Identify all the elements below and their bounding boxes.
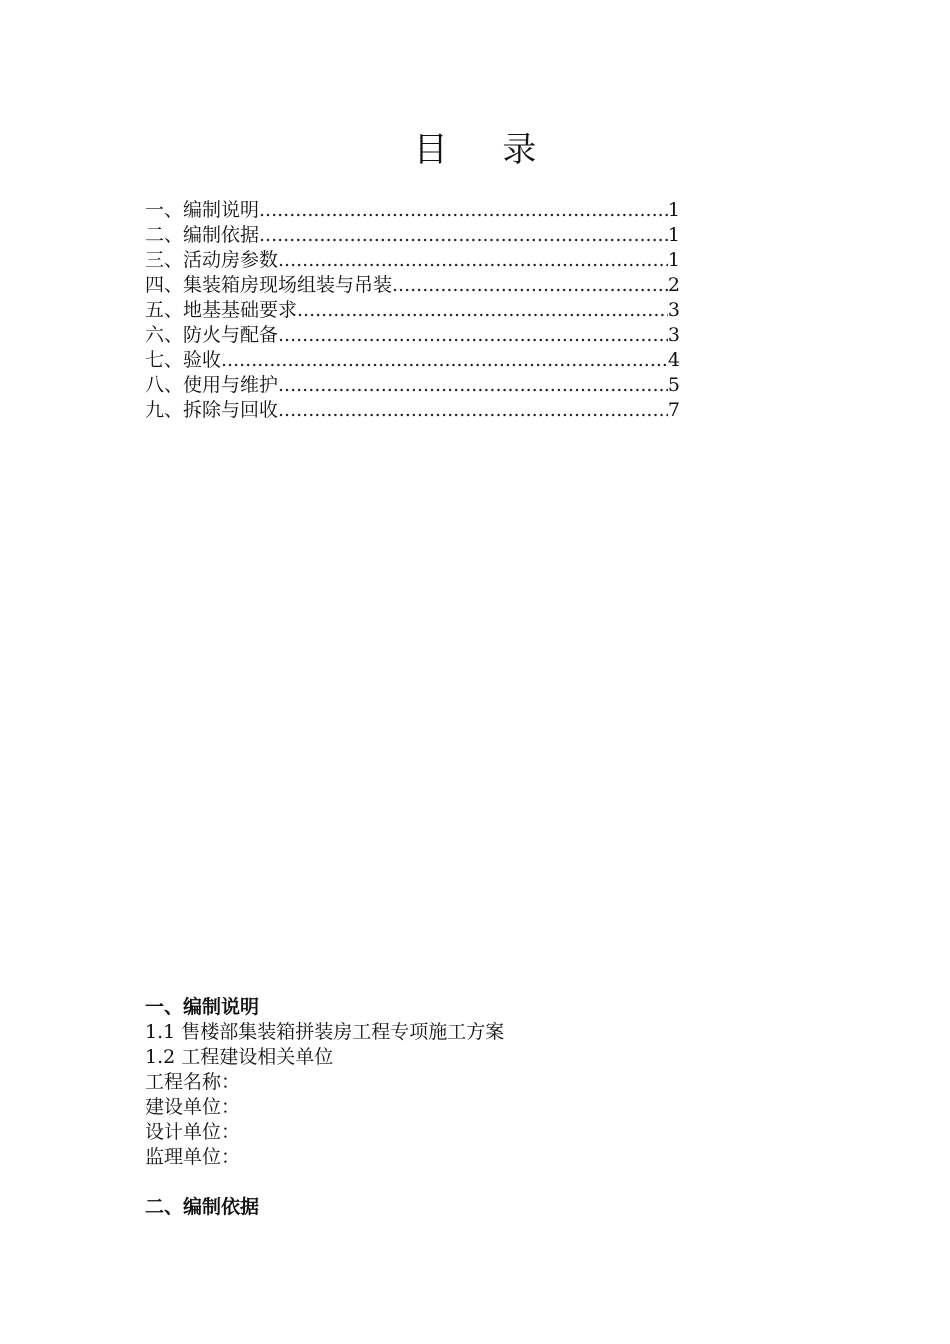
toc-entry[interactable]: [145, 373, 680, 398]
toc-entry-label: 二、编制依据: [145, 224, 260, 246]
toc-dot-leader: [259, 198, 668, 223]
toc-entry-label: 四、集装箱房现场组装与吊装: [145, 274, 393, 296]
toc-entry[interactable]: [145, 198, 680, 223]
toc-entry-page: 3: [667, 324, 680, 346]
section-heading: 二、编制依据: [145, 1196, 260, 1218]
toc-dot-leader: [297, 298, 668, 323]
toc-dot-leader: [221, 348, 668, 373]
toc-entry-label: 六、防火与配备: [145, 324, 279, 346]
subsection-title: 1.1 售楼部集装箱拼装房工程专项施工方案: [145, 1021, 505, 1043]
field-label-supervision-unit: 监理单位：: [145, 1146, 241, 1168]
field-label-construction-unit: 建设单位：: [145, 1096, 241, 1118]
toc-entry[interactable]: [145, 398, 680, 423]
field-label-design-unit: 设计单位：: [145, 1121, 241, 1143]
toc-list: [145, 198, 680, 423]
toc-entry[interactable]: [145, 223, 680, 248]
toc-entry-page: 4: [667, 349, 680, 371]
section-compilation-basis: [145, 1195, 805, 1220]
subsection-title: 1.2 工程建设相关单位: [145, 1046, 334, 1068]
toc-entry-page: 1: [667, 249, 680, 271]
section-compilation-notes: [145, 995, 805, 1170]
toc-entry-page: 3: [667, 299, 680, 321]
toc-entry[interactable]: [145, 298, 680, 323]
toc-dot-leader: [392, 273, 668, 298]
toc-dot-leader: [278, 398, 668, 423]
toc-entry[interactable]: [145, 348, 680, 373]
toc-entry-page: 5: [667, 374, 680, 396]
toc-entry-label: 五、地基基础要求: [145, 299, 298, 321]
field-label-project-name: 工程名称：: [145, 1071, 241, 1093]
toc-entry-label: 八、使用与维护: [145, 374, 279, 396]
toc-dot-leader: [278, 373, 668, 398]
toc-dot-leader: [278, 248, 668, 273]
toc-entry-label: 三、活动房参数: [145, 249, 279, 271]
toc-dot-leader: [278, 323, 668, 348]
toc-title: 目 录: [413, 130, 559, 170]
toc-entry-page: 2: [667, 274, 680, 296]
toc-entry-page: 7: [667, 399, 680, 421]
toc-entry-label: 一、编制说明: [145, 199, 260, 221]
toc-entry[interactable]: [145, 273, 680, 298]
toc-entry-page: 1: [667, 199, 680, 221]
toc-entry-page: 1: [667, 224, 680, 246]
toc-dot-leader: [259, 223, 668, 248]
toc-entry[interactable]: [145, 323, 680, 348]
toc-entry[interactable]: [145, 248, 680, 273]
section-heading: 一、编制说明: [145, 996, 260, 1018]
toc-entry-label: 七、验收: [145, 349, 222, 371]
toc-entry-label: 九、拆除与回收: [145, 399, 279, 421]
